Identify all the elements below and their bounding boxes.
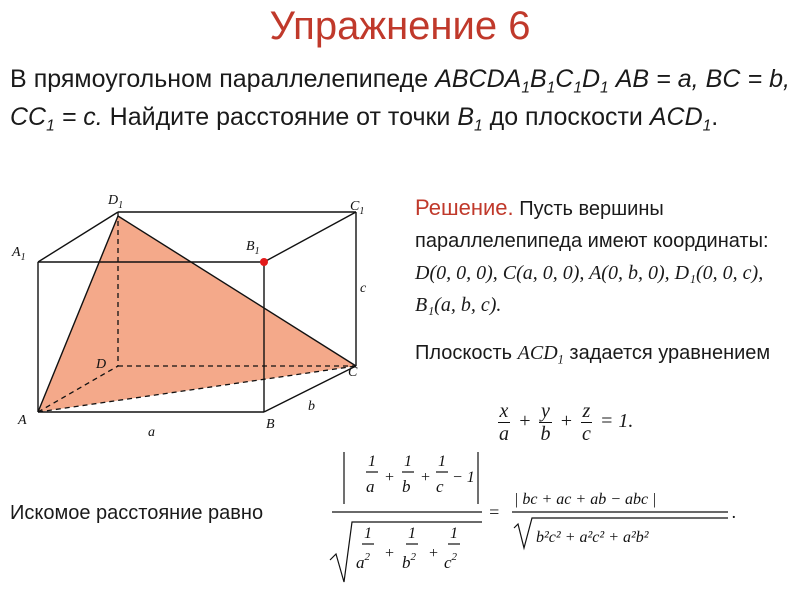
label-c: C (348, 365, 358, 380)
plane-name: $ACD_1$ (649, 103, 712, 135)
svg-text:b: b (402, 477, 411, 496)
svg-text:1: 1 (450, 525, 458, 542)
svg-text:a2: $a^2$ (356, 551, 370, 572)
svg-text:1: 1 (408, 525, 416, 542)
svg-text:c2: $c^2$ (444, 551, 458, 572)
given-values: AB = a, BC = b, $CC_1 = c$. (10, 65, 790, 135)
plane-acd1 (38, 216, 356, 412)
solution-block (415, 192, 793, 369)
svg-text:+: + (420, 469, 431, 486)
svg-text:+: + (384, 469, 395, 486)
label-edge-b: b (308, 399, 315, 414)
frac-x-a: $\frac{x}{a}$ (499, 400, 509, 445)
problem-statement: В прямоугольном параллелепипеде $ABCDA_1B_1C_1D_1$ AB = a, BC = b, $CC_1 = c$. Найдите расстояние от точки $B_1$ до плоскости $ACD_1$. (10, 65, 790, 135)
svg-text:.: . (732, 502, 737, 522)
label-b1: $B_1$ (246, 239, 260, 257)
label-edge-c: c (360, 281, 367, 296)
label-a: A (18, 413, 27, 428)
svg-text:b²c² + a²c² + a²b²: b²c² + a²c² + a²b² (536, 529, 649, 546)
equation-rhs: = 1. (599, 410, 634, 433)
label-a1: $A_1$ (12, 245, 26, 263)
problem-question: Найдите расстояние от точки (109, 103, 451, 131)
solution-coords: D(0, 0, 0), C(a, 0, 0), A(0, b, 0), D₁(0, 0, c), B₁(a, b, c). (415, 262, 764, 316)
label-edge-a: a (148, 425, 155, 440)
frac-y-b: $\frac{y}{b}$ (540, 400, 551, 445)
svg-text:+: + (384, 545, 395, 562)
solution-line2-b: задается уравнением (569, 342, 771, 364)
svg-text:1: 1 (368, 453, 376, 470)
solution-line2-a: Плоскость (415, 342, 513, 364)
svg-text:− 1: − 1 (452, 469, 475, 486)
parallelepiped-svg (10, 188, 390, 448)
figure-name: $ABCDA_1B_1C_1D_1$ (435, 65, 609, 97)
svg-text:a: a (366, 477, 375, 496)
svg-text:| bc + ac + ab − abc |: | bc + ac + ab − abc | (514, 491, 657, 508)
svg-text:b2: $b^2$ (402, 551, 416, 572)
solution-paragraph2 (415, 337, 793, 369)
parallelepiped-figure (10, 188, 390, 448)
svg-text:1: 1 (364, 525, 372, 542)
answer-label: Искомое расстояние равно (10, 502, 264, 524)
plane-equation: $\frac{x}{a}$ + $\frac{y}{b}$ + $\frac{z}{c}$ = 1. (499, 400, 634, 445)
label-c1: $C_1$ (350, 199, 365, 217)
label-d: D (96, 357, 107, 372)
solution-line1: Пусть вершины параллелепипеда имеют координаты: (415, 198, 769, 252)
slide-title: Упражнение 6 (269, 4, 531, 48)
svg-text:+: + (428, 545, 439, 562)
label-d1: $D_1$ (108, 193, 124, 211)
svg-text:=: = (488, 502, 501, 522)
frac-z-c: $\frac{z}{c}$ (582, 400, 591, 445)
distance-formula (322, 448, 762, 593)
svg-text:c: c (436, 477, 444, 496)
problem-question-end: до плоскости (489, 103, 643, 131)
solution-plane: $ACD_1$ (517, 342, 564, 367)
label-b: B (266, 417, 275, 432)
point-name: $B_1$ (457, 103, 483, 135)
edge-b1c1 (264, 212, 356, 262)
solution-heading: Решение. (415, 195, 514, 220)
svg-text:1: 1 (438, 453, 446, 470)
point-b1 (260, 258, 268, 266)
distance-formula-svg (322, 448, 762, 588)
problem-intro: В прямоугольном параллелепипеде (10, 65, 429, 93)
svg-text:1: 1 (404, 453, 412, 470)
